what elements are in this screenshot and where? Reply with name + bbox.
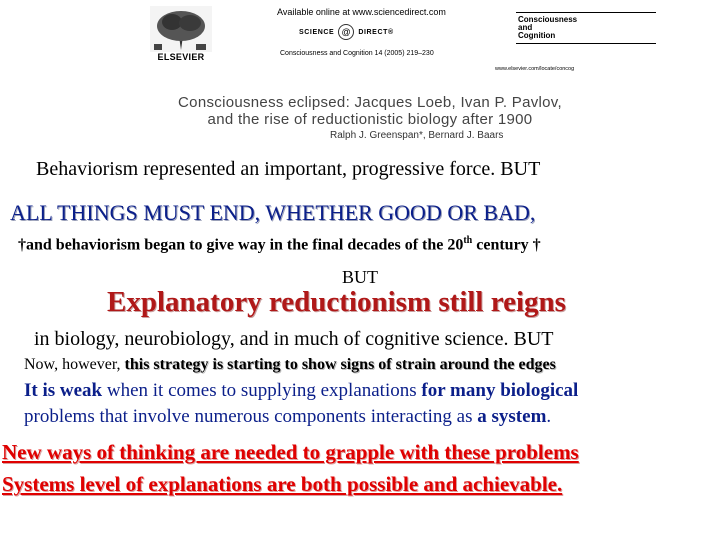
- sciencedirect-at-icon: @: [338, 24, 354, 40]
- paper-authors: Ralph J. Greenspan*, Bernard J. Baars: [330, 130, 504, 141]
- slide-line-3-end: century †: [472, 236, 541, 254]
- slide-line-9-end: .: [546, 406, 552, 427]
- slide-line-1: Behaviorism represented an important, progressive force. BUT: [36, 158, 541, 180]
- slide-line-3-sup: th: [463, 235, 473, 246]
- slide-line-8: [24, 380, 578, 402]
- sciencedirect-right: DIRECT®: [358, 28, 394, 36]
- slide-line-3-text: †and behaviorism began to give way in the final decades of the 20: [18, 236, 464, 254]
- slide-line-9-emphasis: a system: [477, 406, 547, 427]
- slide-line-4: BUT: [342, 267, 378, 287]
- journal-title: Consciousness and Cognition: [518, 15, 578, 40]
- slide-line-3: [18, 235, 541, 254]
- slide-heading: Explanatory reductionism still reigns: [107, 286, 566, 318]
- journal-citation: Consciousness and Cognition 14 (2005) 219–230: [280, 50, 434, 57]
- paper-title: [170, 94, 570, 128]
- sciencedirect-logo: [299, 24, 394, 40]
- slide-line-8-mid: when it comes to supplying explanations: [102, 380, 422, 401]
- slide-line-2: ALL THINGS MUST END, WHETHER GOOD OR BAD,: [10, 200, 536, 225]
- journal-logo-rule: [516, 12, 656, 13]
- paper-title-line: Consciousness eclipsed: Jacques Loeb, Ivan P. Pavlov,: [178, 94, 562, 111]
- journal-url: www.elsevier.com/locate/concog: [495, 66, 575, 72]
- publisher-name: ELSEVIER: [157, 52, 205, 62]
- sciencedirect-left: SCIENCE: [299, 28, 335, 36]
- slide-line-7: [24, 356, 556, 374]
- slide-conclusion-1: New ways of thinking are needed to grapple with these problems: [2, 440, 579, 464]
- slide-line-8-emphasis: It is weak: [24, 380, 103, 401]
- slide-line-7-lead: Now, however,: [24, 356, 125, 373]
- slide-line-7-emphasis: this strategy is starting to show signs of strain around the edges: [124, 356, 556, 373]
- slide-line-8-emphasis-2: for many biological: [421, 380, 579, 401]
- availability-notice: Available online at www.sciencedirect.com: [277, 7, 446, 17]
- journal-logo: [516, 10, 656, 46]
- slide-conclusion-2: Systems level of explanations are both possible and achievable.: [2, 472, 563, 496]
- slide-line-9-text: problems that involve numerous components interacting as: [24, 406, 478, 427]
- paper-title-line: and the rise of reductionistic biology after 1900: [207, 111, 533, 128]
- slide-line-6: in biology, neurobiology, and in much of cognitive science. BUT: [34, 328, 554, 350]
- slide-line-9: [24, 406, 551, 428]
- journal-logo-rule: [516, 43, 656, 44]
